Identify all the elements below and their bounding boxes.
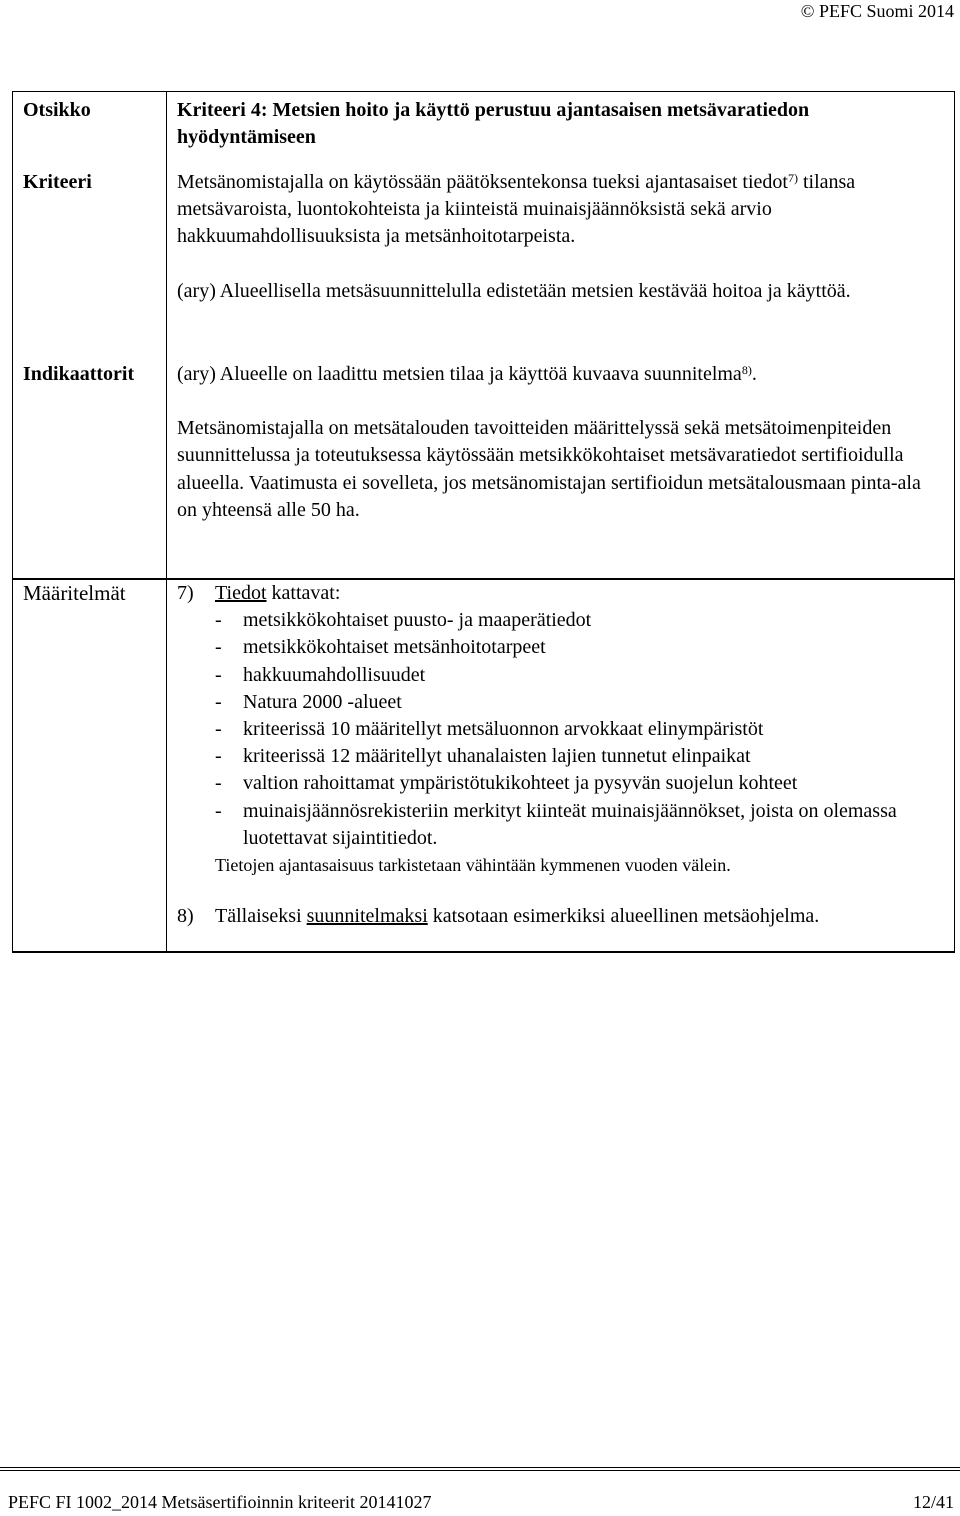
list-item: - metsikkökohtaiset puusto- ja maaperätiedot — [215, 607, 937, 634]
criteria-table — [12, 91, 955, 953]
criterion-text-cont: tilansa metsävaroista, luontokohteista ja kiinteistä muinaisjäännöksistä sekä arvio hakkuumahdollisuuksista ja metsänhoitotarpeista. — [177, 171, 856, 248]
definition-7-term: Tiedot — [215, 582, 267, 604]
definition-7 — [177, 580, 937, 879]
indicator-ary-end: . — [751, 363, 757, 385]
criterion-ary: (ary) Alueellisella metsäsuunnittelulla edistetään metsien kestävää hoitoa ja käyttöä. — [177, 279, 851, 302]
label-maaritelmat: Määritelmät — [23, 581, 126, 605]
list-item: - valtion rahoittamat ympäristötukikohteet ja pysyvän suojelun kohteet — [215, 770, 937, 797]
footer-rule — [0, 1467, 960, 1471]
footnote-ref-8: 8) — [741, 363, 752, 377]
definition-8-number: 8) — [177, 905, 194, 928]
indicators-cell — [177, 361, 937, 524]
indicator-ary — [177, 361, 937, 388]
copyright-header: © PEFC Suomi 2014 — [800, 1, 954, 21]
definition-8 — [177, 903, 937, 930]
list-item: - kriteerissä 10 määritellyt metsäluonnon arvokkaat elinympäristöt — [215, 716, 937, 743]
definition-7-intro: kattavat: — [271, 582, 341, 604]
list-item: - metsikkökohtaiset metsänhoitotarpeet — [215, 634, 937, 661]
definition-8-term: suunnitelmaksi — [306, 905, 428, 928]
list-item: - kriteerissä 12 määritellyt uhanalaisten lajien tunnetut elinpaikat — [215, 743, 937, 770]
definition-7-note: Tietojen ajantasaisuus tarkistetaan vähintään kymmenen vuoden välein. — [215, 855, 731, 876]
criterion-cell — [177, 169, 937, 305]
definition-7-number: 7) — [177, 582, 194, 604]
list-item: - hakkuumahdollisuudet — [215, 662, 937, 689]
indicator-ary-text: (ary) Alueelle on laadittu metsien tilaa ja käyttöä kuvaava suunnitelma — [177, 363, 742, 385]
column-divider — [166, 92, 167, 951]
definition-8-post: katsotaan esimerkiksi alueellinen metsäohjelma. — [432, 905, 820, 928]
criterion-text — [177, 169, 937, 251]
footer-page-number: 12/41 — [912, 1492, 954, 1512]
footer-document-id: PEFC FI 1002_2014 Metsäsertifioinnin kriteerit 20141027 — [8, 1492, 432, 1512]
list-item: - Natura 2000 -alueet — [215, 689, 937, 716]
label-kriteeri: Kriteeri — [23, 171, 92, 193]
footnote-ref-7: 7) — [787, 171, 798, 185]
label-otsikko: Otsikko — [23, 99, 91, 121]
definition-8-pre: Tällaiseksi — [215, 905, 302, 928]
indicator-forest-data: Metsänomistajalla on metsätalouden tavoitteiden määrittelyssä sekä metsätoimenpiteiden suunnittelussa ja toteutuksessa käytössään metsikkökohtaiset metsävaratiedot sertifioidulla alueella. Vaatimusta ei sovelleta, jos metsänomistajan sertifioidun metsätalousmaan pinta-ala on yhteensä alle 50 ha. — [177, 417, 921, 521]
criterion-text-main: Metsänomistajalla on käytössään päätöksentekonsa tueksi ajantasaiset tiedot — [177, 171, 788, 193]
criterion-title: Kriteeri 4: Metsien hoito ja käyttö perustuu ajantasaisen metsävaratiedon hyödyntämiseen — [177, 99, 810, 149]
label-indikaattorit: Indikaattorit — [23, 363, 135, 385]
definition-7-list — [215, 607, 937, 852]
definitions-cell — [177, 580, 937, 930]
list-item: - muinaisjäännösrekisteriin merkityt kiinteät muinaisjäännökset, joista on olemassa luotettavat sijaintitiedot. — [215, 798, 937, 852]
